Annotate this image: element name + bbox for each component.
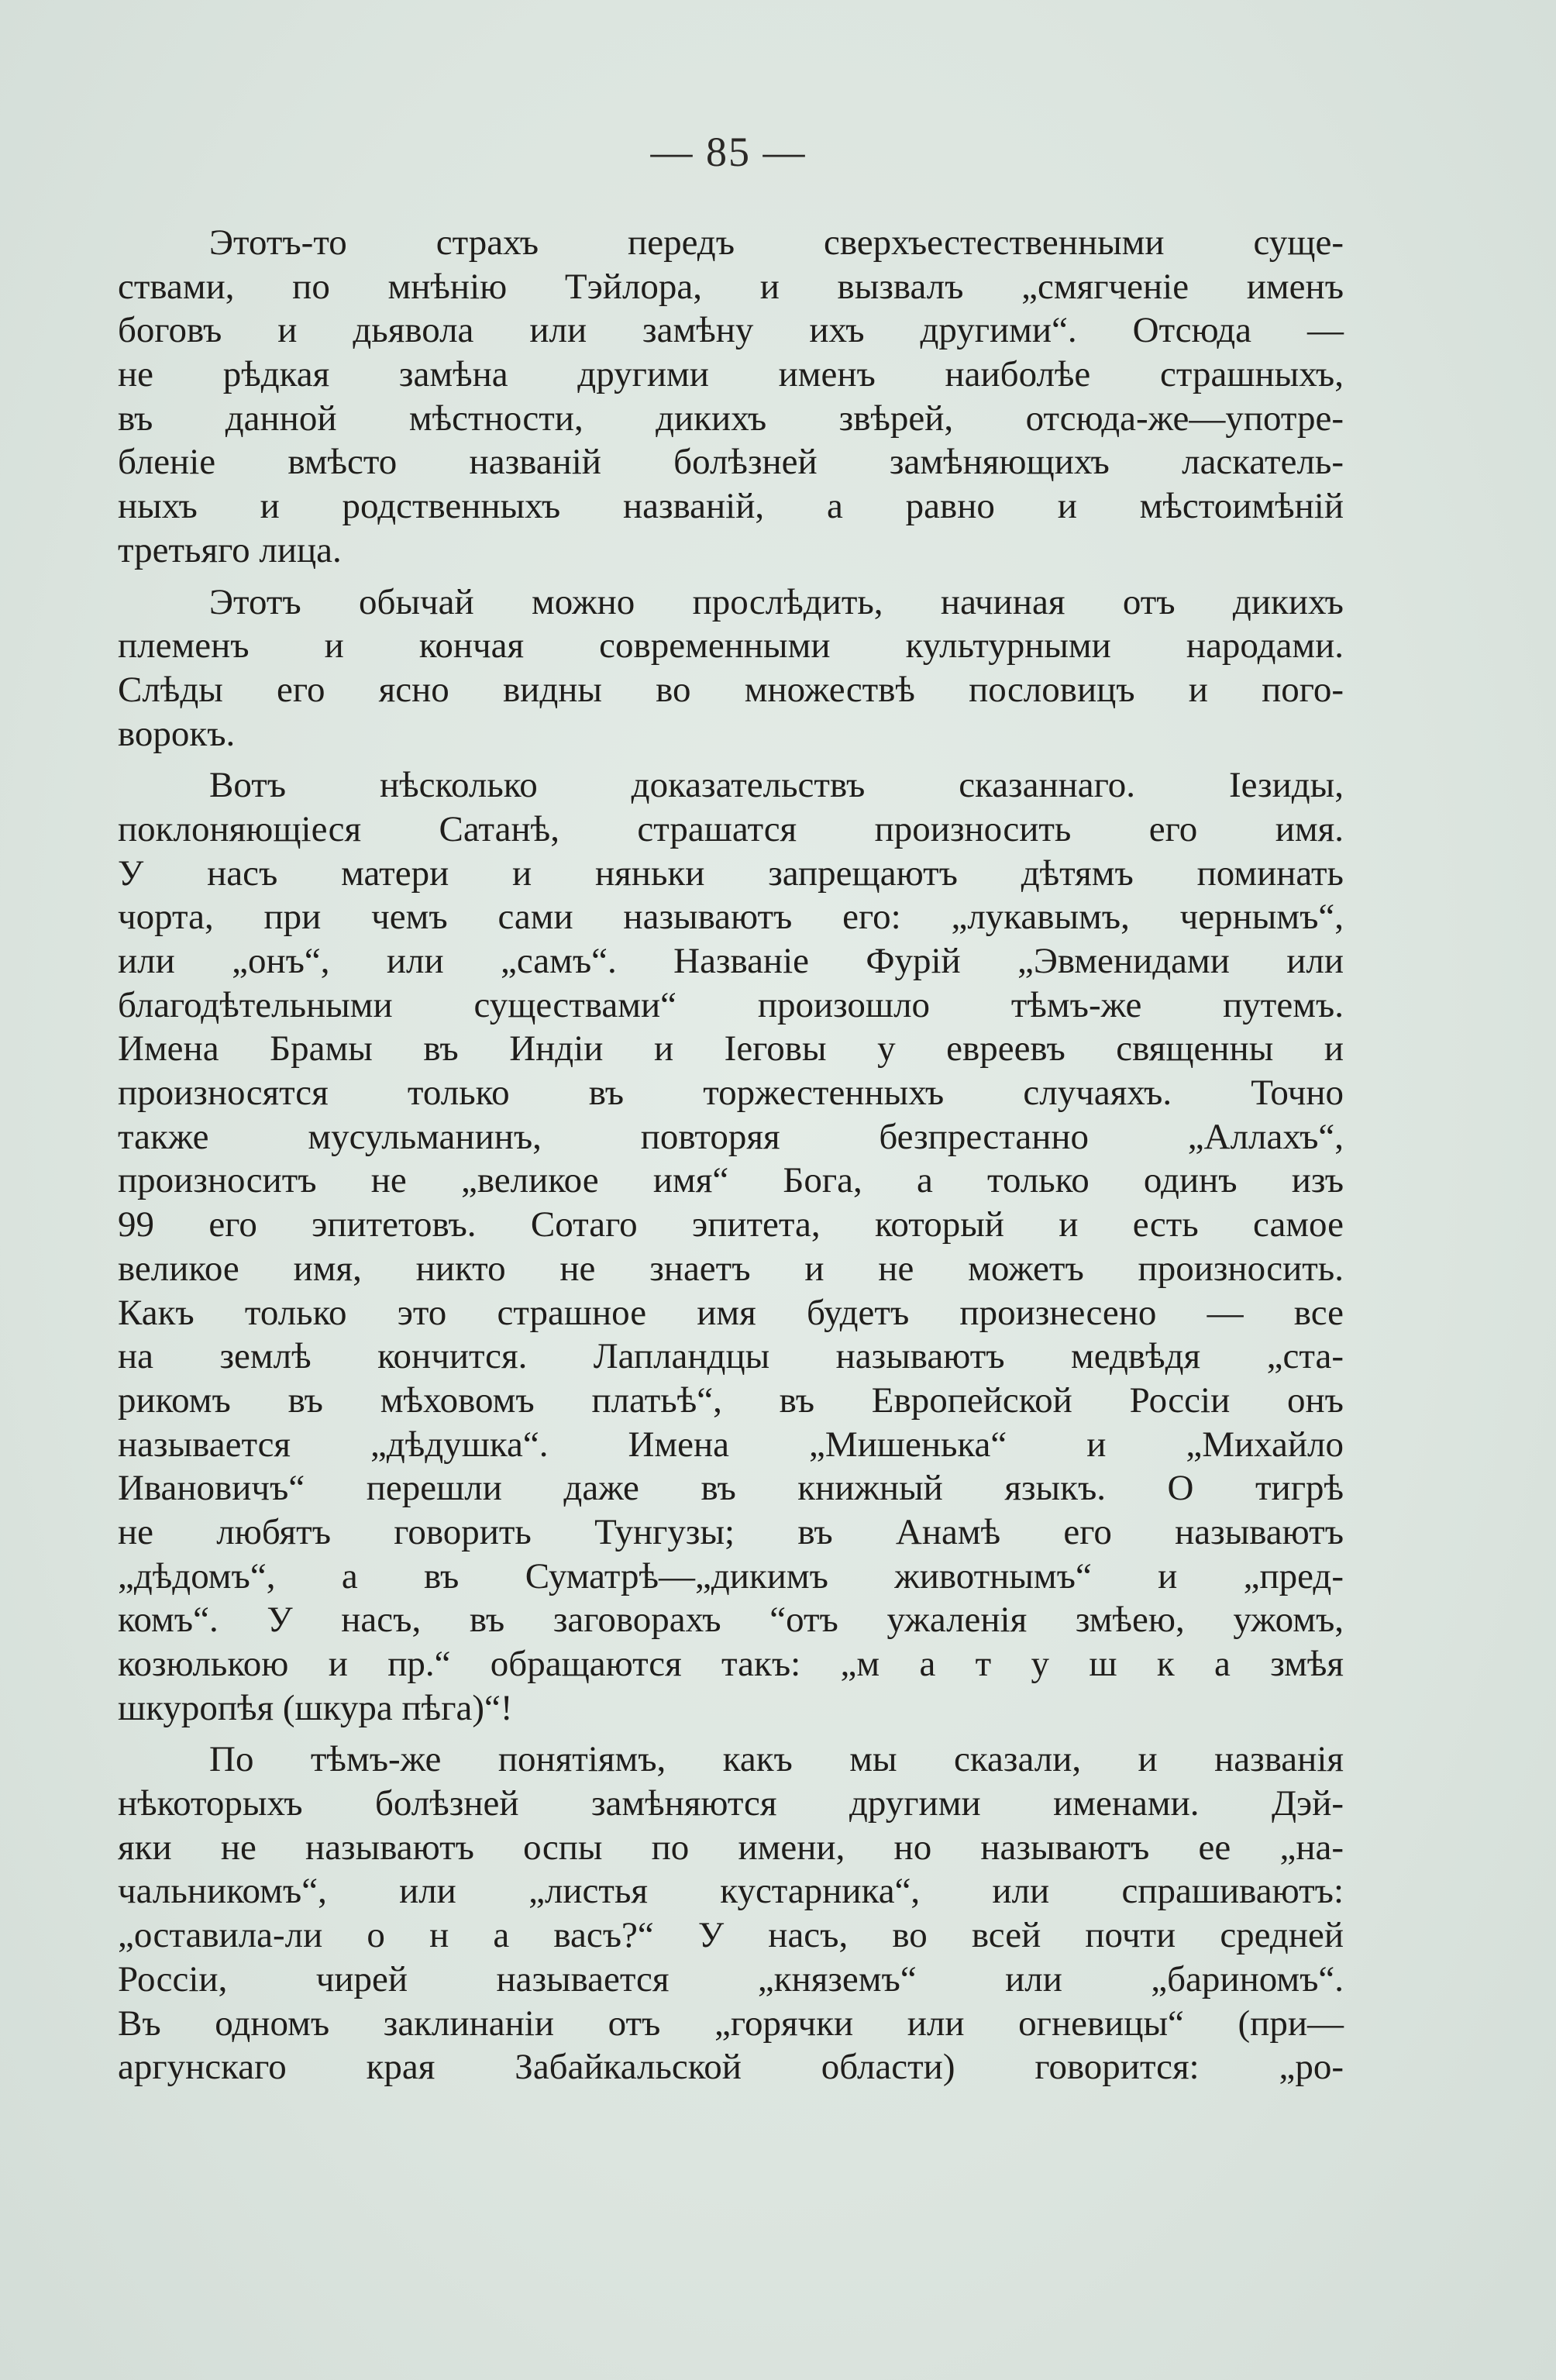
body-text <box>118 221 1344 2097</box>
text-line: на землѣ кончится. Лапландцы называютъ медвѣдя „ста- <box>118 1336 1344 1377</box>
text-line: поклоняющіеся Сатанѣ, страшатся произносить его имя. <box>118 808 1344 849</box>
paragraph <box>118 1738 1344 2089</box>
text-line: не любятъ говорить Тунгузы; въ Анамѣ его называютъ <box>118 1511 1344 1552</box>
text-line: „оставила-ли о н а васъ?“ У насъ, во всей почти средней <box>118 1915 1344 1956</box>
text-line: ныхъ и родственныхъ названій, а равно и мѣстоимѣній <box>118 486 1344 527</box>
text-line: ворокъ. <box>118 713 236 754</box>
text-line: произноситъ не „великое имя“ Бога, а только одинъ изъ <box>118 1160 1344 1201</box>
text-line: также мусульманинъ, повторяя безпрестанно „Аллахъ“, <box>118 1116 1344 1157</box>
text-line: третьяго лица. <box>118 529 342 570</box>
text-line: Какъ только это страшное имя будетъ произнесено — все <box>118 1292 1344 1333</box>
text-line: чорта, при чемъ сами называютъ его: „лукавымъ, чернымъ“, <box>118 897 1344 938</box>
text-line: не рѣдкая замѣна другими именъ наиболѣе страшныхъ, <box>118 354 1344 395</box>
text-line: Имена Брамы въ Индіи и Іеговы у евреевъ священны и <box>118 1028 1344 1069</box>
page-number: — 85 — <box>650 129 807 175</box>
text-line: боговъ и дьявола или замѣну ихъ другими“. Отсюда — <box>118 310 1344 351</box>
text-line: комъ“. У насъ, въ заговорахъ “отъ ужаленія змѣею, ужомъ, <box>118 1600 1344 1641</box>
text-line: Этотъ-то страхъ передъ сверхъестественными суще- <box>209 222 1344 263</box>
text-line: козюлькою и пр.“ обращаются такъ: „м а т у ш к а змѣя <box>118 1644 1344 1684</box>
text-line: Ивановичъ“ перешли даже въ книжный языкъ. О тигрѣ <box>118 1468 1344 1509</box>
text-line: 99 его эпитетовъ. Сотаго эпитета, который и есть самое <box>118 1204 1344 1245</box>
text-line: Слѣды его ясно видны во множествѣ пословицъ и пого- <box>118 669 1344 710</box>
text-line: яки не называютъ оспы по имени, но называютъ ее „на- <box>118 1827 1344 1868</box>
text-line: называется „дѣдушка“. Имена „Мишенька“ и „Михайло <box>118 1424 1344 1465</box>
text-line: чальникомъ“, или „листья кустарника“, или спрашиваютъ: <box>118 1871 1344 1912</box>
text-line: аргунскаго края Забайкальской области) говорится: „ро- <box>118 2047 1344 2088</box>
text-line: благодѣтельными существами“ произошло тѣмъ-же путемъ. <box>118 984 1344 1025</box>
text-line: У насъ матери и няньки запрещаютъ дѣтямъ поминать <box>118 852 1344 894</box>
text-line: Въ одномъ заклинаніи отъ „горячки или огневицы“ (при— <box>118 2003 1344 2044</box>
text-line: или „онъ“, или „самъ“. Названіе Фурій „Эвменидами или <box>118 941 1344 981</box>
text-line: великое имя, никто не знаетъ и не можетъ произносить. <box>118 1248 1344 1289</box>
text-line: Этотъ обычай можно прослѣдить, начиная отъ дикихъ <box>209 581 1344 622</box>
text-line: шкуропѣя (шкура пѣга)“! <box>118 1687 513 1728</box>
text-line: „дѣдомъ“, а въ Суматрѣ—„дикимъ животнымъ“ и „пред- <box>118 1555 1344 1596</box>
text-line: Россіи, чирей называется „княземъ“ или „бариномъ“. <box>118 1958 1344 1999</box>
text-line: племенъ и кончая современными культурными народами. <box>118 625 1344 666</box>
text-line: произносятся только въ торжестенныхъ случаяхъ. Точно <box>118 1073 1344 1114</box>
text-line: въ данной мѣстности, дикихъ звѣрей, отсюда-же—употре- <box>118 398 1344 439</box>
paragraph <box>118 580 1344 756</box>
paragraph <box>118 763 1344 1730</box>
text-line: рикомъ въ мѣховомъ платьѣ“, въ Европейской Россіи онъ <box>118 1379 1344 1421</box>
paragraph <box>118 221 1344 573</box>
text-line: Вотъ нѣсколько доказательствъ сказаннаго. Іезиды, <box>209 765 1344 806</box>
text-line: По тѣмъ-же понятіямъ, какъ мы сказали, и названія <box>209 1739 1344 1780</box>
text-line: бленіе вмѣсто названій болѣзней замѣняющихъ ласкатель- <box>118 442 1344 483</box>
text-line: нѣкоторыхъ болѣзней замѣняются другими именами. Дэй- <box>118 1783 1344 1824</box>
text-line: ствами, по мнѣнію Тэйлора, и вызвалъ „смягченіе именъ <box>118 266 1344 307</box>
